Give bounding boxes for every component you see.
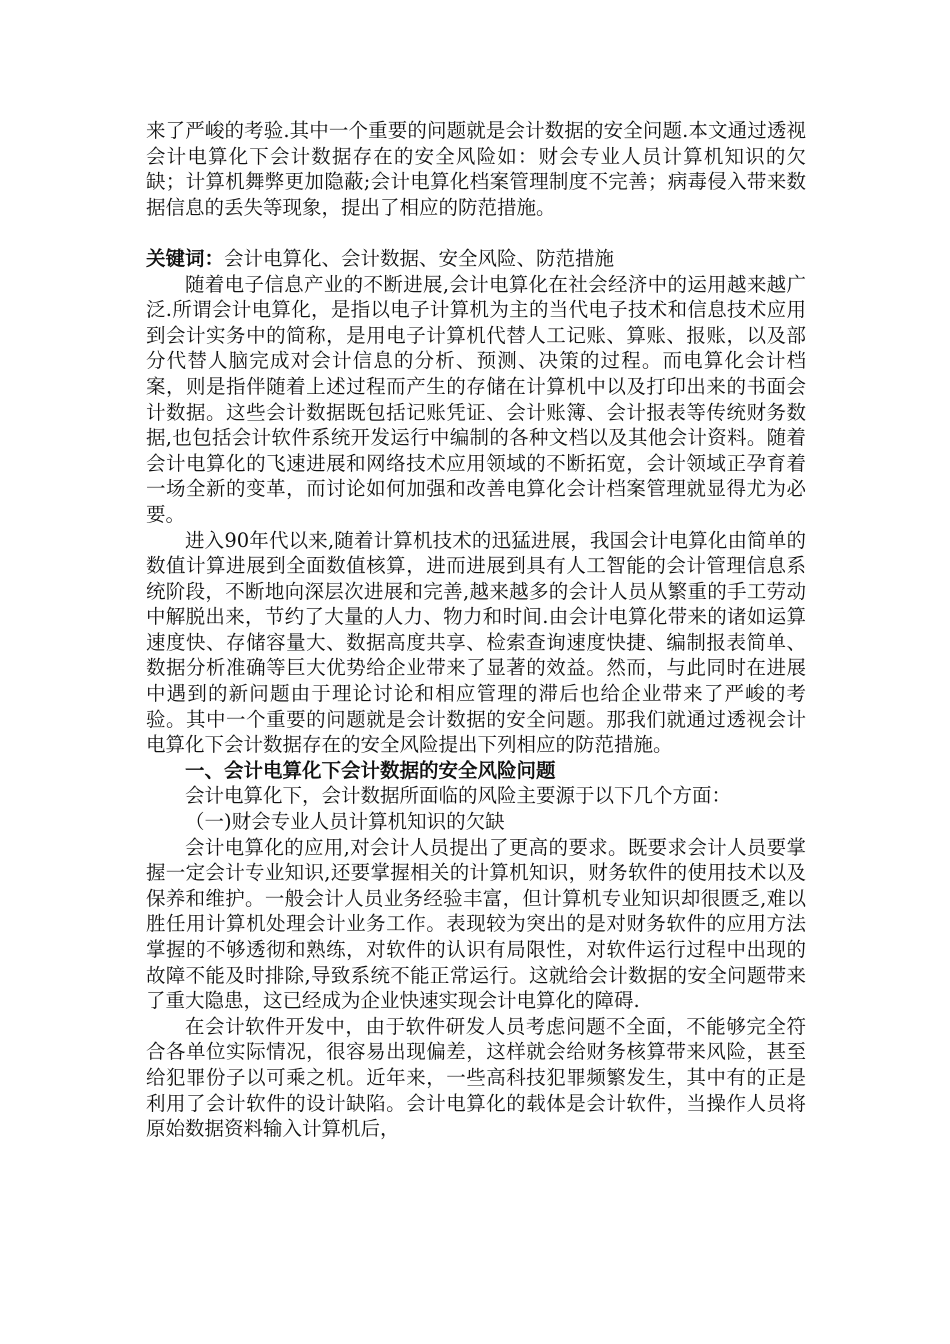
- body-paragraph: 在会计软件开发中，由于软件研发人员考虑问题不全面，不能够完全符合各单位实际情况，很容易出现偏差，这样就会给财务核算带来风险，甚至给犯罪份子以可乘之机。近年来，一些高科技犯罪频繁发生，其中有的正是利用了会计软件的设计缺陷。会计电算化的载体是会计软件，当操作人员将原始数据资料输入计算机后，: [146, 1014, 806, 1141]
- section-heading: 一、会计电算化下会计数据的安全风险问题: [185, 758, 556, 782]
- document-page: [146, 118, 806, 1142]
- blank-line: [146, 220, 806, 246]
- keywords-text: 会计电算化、会计数据、安全风险、防范措施: [224, 246, 615, 270]
- body-paragraph: 进入90年代以来,随着计算机技术的迅猛进展，我国会计电算化由简单的数值计算进展到全面数值核算，进而进展到具有人工智能的会计管理信息系统阶段，不断地向深层次进展和完善,越来越多的会计人员从繁重的手工劳动中解脱出来，节约了大量的人力、物力和时间.由会计电算化带来的诸如运算速度快、存储容量大、数据高度共享、检索查询速度快捷、编制报表简单、数据分析准确等巨大优势给企业带来了显著的效益。然而，与此同时在进展中遇到的新问题由于理论讨论和相应管理的滞后也给企业带来了严峻的考验。其中一个重要的问题就是会计数据的安全问题。那我们就通过透视会计电算化下会计数据存在的安全风险提出下列相应的防范措施。: [146, 528, 806, 757]
- subsection-title: （一)财会专业人员计算机知识的欠缺: [185, 810, 505, 834]
- body-paragraph: 会计电算化的应用,对会计人员提出了更高的要求。既要求会计人员要掌握一定会计专业知识,还要掌握相关的计算机知识，财务软件的使用技术以及保养和维护。一般会计人员业务经验丰富，但计算机专业知识却很匮乏,难以胜任用计算机处理会计业务工作。表现较为突出的是对财务软件的应用方法掌握的不够透彻和熟练，对软件的认识有局限性，对软件运行过程中出现的故障不能及时排除,导致系统不能正常运行。这就给会计数据的安全问题带来了重大隐患，这已经成为企业快速实现会计电算化的障碍.: [146, 835, 806, 1013]
- section-intro: 会计电算化下，会计数据所面临的风险主要源于以下几个方面：: [185, 784, 732, 808]
- keywords-line: [146, 246, 806, 272]
- abstract-tail-text: 来了严峻的考验.其中一个重要的问题就是会计数据的安全问题.本文通过透视会计电算化下会计数据存在的安全风险如：财会专业人员计算机知识的欠缺；计算机舞弊更加隐蔽;会计电算化档案管理制度不完善；病毒侵入带来数据信息的丢失等现象，提出了相应的防范措施。: [146, 119, 806, 219]
- keywords-label: 关键词：: [146, 246, 225, 270]
- body-paragraph: 随着电子信息产业的不断进展,会计电算化在社会经济中的运用越来越广泛.所谓会计电算化，是指以电子计算机为主的当代电子技术和信息技术应用到会计实务中的简称，是用电子计算机代替人工记账、算账、报账，以及部分代替人脑完成对会计信息的分析、预测、决策的过程。而电算化会计档案，则是指伴随着上述过程而产生的存储在计算机中以及打印出来的书面会计数据。这些会计数据既包括记账凭证、会计账簿、会计报表等传统财务数据,也包括会计软件系统开发运行中编制的各种文档以及其他会计资料。随着会计电算化的飞速进展和网络技术应用领域的不断拓宽，会计领域正孕育着一场全新的变革，而讨论如何加强和改善电算化会计档案管理就显得尤为必要。: [146, 272, 806, 526]
